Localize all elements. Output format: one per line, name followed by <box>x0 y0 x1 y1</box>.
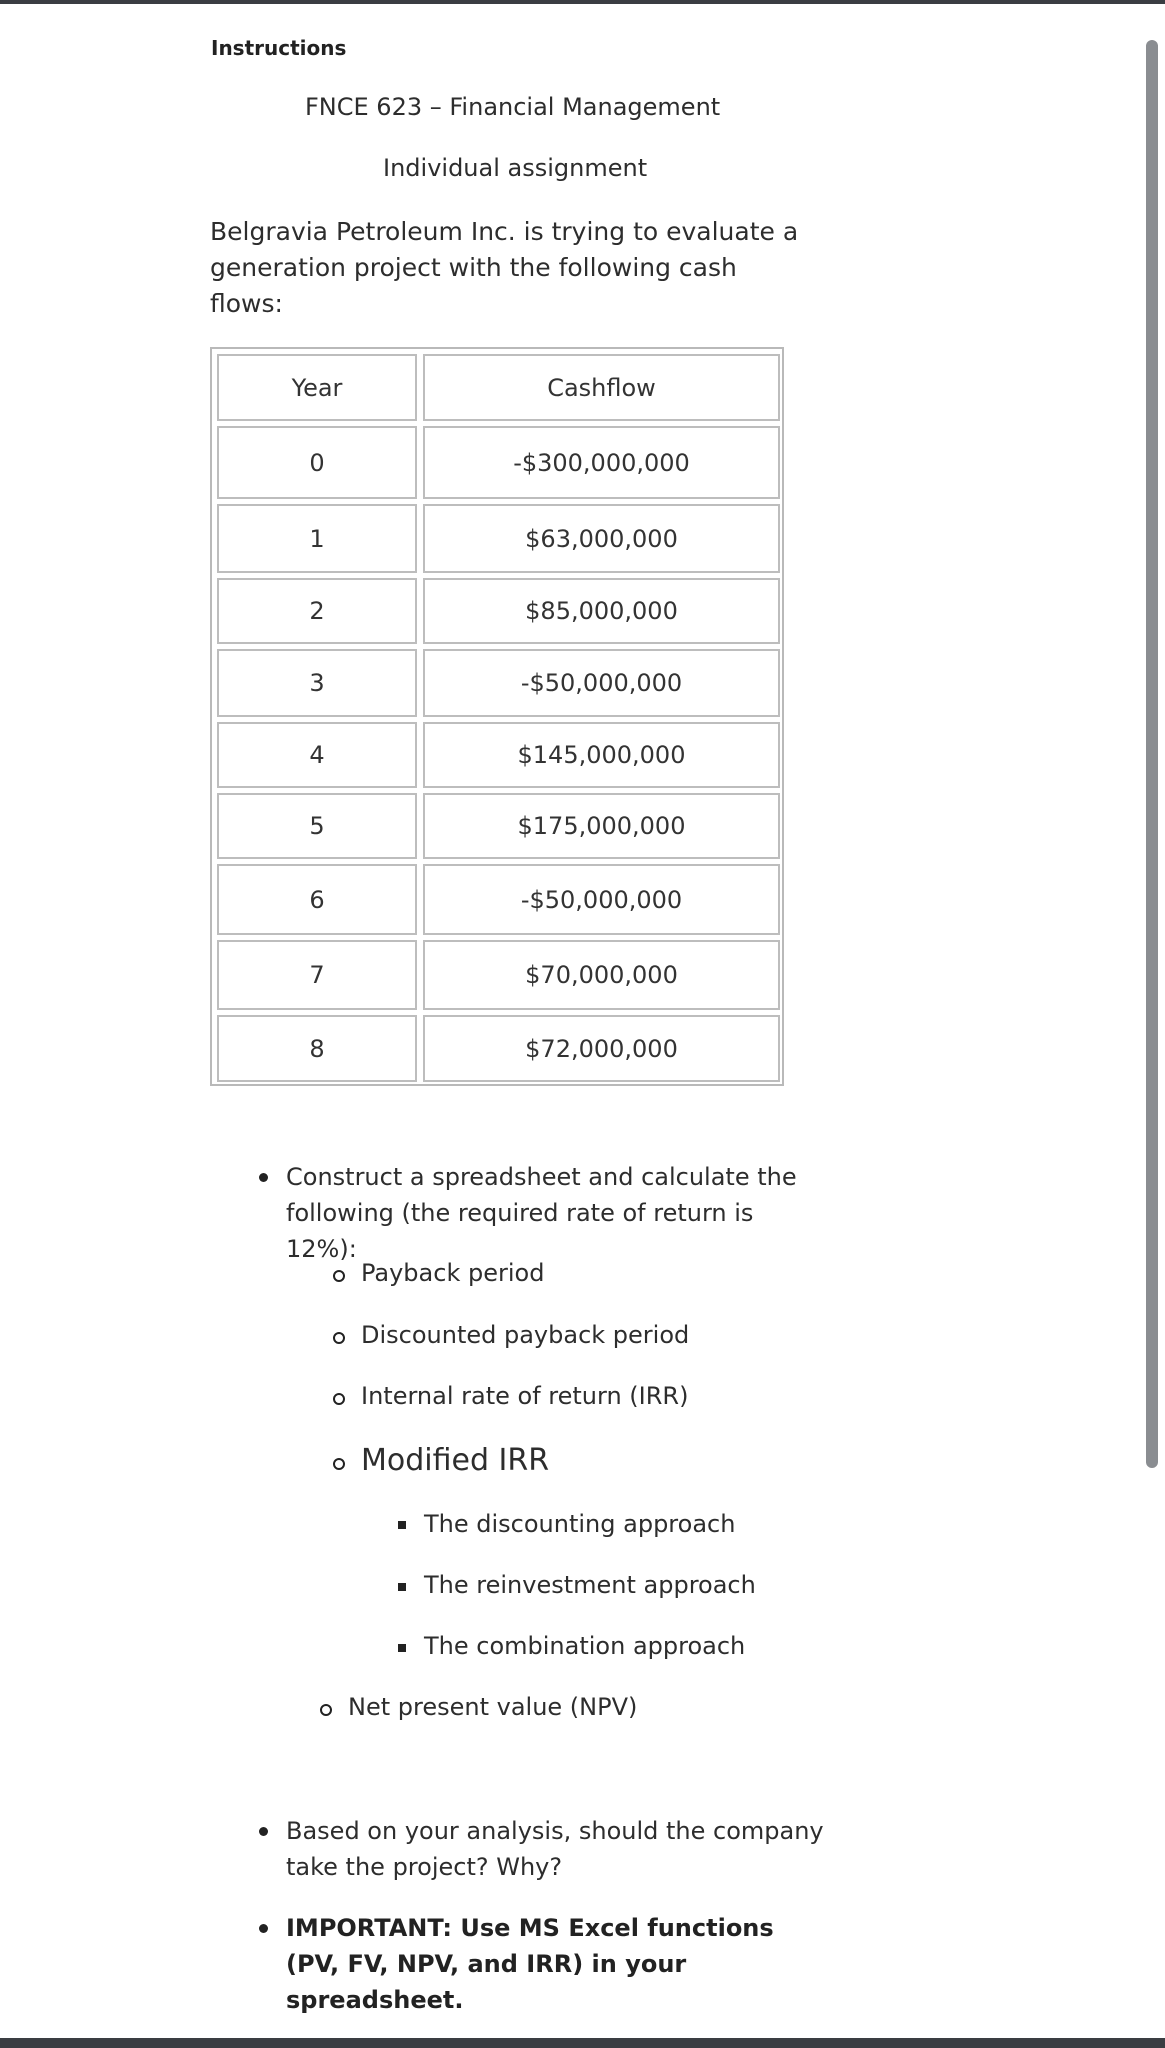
scrollbar[interactable] <box>1146 40 1158 1468</box>
circle-bullet-icon <box>333 1393 345 1405</box>
cell-cashflow-0: -$300,000,000 <box>423 426 780 499</box>
circle-bullet-icon <box>320 1704 332 1716</box>
item-irr: Internal rate of return (IRR) <box>361 1382 689 1410</box>
item-payback: Payback period <box>361 1259 545 1287</box>
item-mirr-reinvestment: The reinvestment approach <box>424 1571 756 1599</box>
item-mirr-combination: The combination approach <box>424 1632 746 1660</box>
cell-year-3: 3 <box>217 649 417 717</box>
cashflow-table <box>210 347 784 1086</box>
cell-cashflow-2: $85,000,000 <box>423 578 780 644</box>
item-mirr-discounting: The discounting approach <box>424 1510 736 1538</box>
cell-cashflow-4: $145,000,000 <box>423 722 780 788</box>
square-bullet-icon <box>398 1644 406 1652</box>
circle-bullet-icon <box>333 1458 345 1470</box>
intro-paragraph: Belgravia Petroleum Inc. is trying to evaluate a generation project with the following cash flows: <box>210 217 799 318</box>
cell-cashflow-1: $63,000,000 <box>423 504 780 573</box>
header-year: Year <box>217 354 417 421</box>
cell-year-2: 2 <box>217 578 417 644</box>
bullet-icon <box>259 1827 268 1836</box>
instructions-heading: Instructions <box>211 36 347 60</box>
item-npv: Net present value (NPV) <box>348 1693 638 1721</box>
cell-year-0: 0 <box>217 426 417 499</box>
cell-year-6: 6 <box>217 864 417 935</box>
cell-year-7: 7 <box>217 940 417 1010</box>
item-mirr: Modified IRR <box>361 1443 550 1478</box>
bottom-border <box>0 2038 1165 2048</box>
header-cashflow: Cashflow <box>423 354 780 421</box>
task-important: IMPORTANT: Use MS Excel functions (PV, FV, NPV, and IRR) in your spreadsheet. <box>286 1914 774 2014</box>
bullet-icon <box>259 1173 268 1182</box>
cell-year-4: 4 <box>217 722 417 788</box>
cell-cashflow-6: -$50,000,000 <box>423 864 780 935</box>
course-title: FNCE 623 – Financial Management <box>305 93 721 121</box>
cell-year-1: 1 <box>217 504 417 573</box>
top-border <box>0 0 1165 4</box>
cell-cashflow-5: $175,000,000 <box>423 793 780 859</box>
circle-bullet-icon <box>333 1332 345 1344</box>
item-discounted-payback: Discounted payback period <box>361 1321 690 1349</box>
assignment-subtitle: Individual assignment <box>383 154 648 182</box>
cell-cashflow-7: $70,000,000 <box>423 940 780 1010</box>
task-construct: Construct a spreadsheet and calculate the following (the required rate of return is 12%): <box>286 1163 797 1263</box>
bullet-icon <box>259 1924 268 1933</box>
cell-cashflow-3: -$50,000,000 <box>423 649 780 717</box>
cell-year-8: 8 <box>217 1015 417 1082</box>
square-bullet-icon <box>398 1521 406 1529</box>
cell-cashflow-8: $72,000,000 <box>423 1015 780 1082</box>
cell-year-5: 5 <box>217 793 417 859</box>
task-question: Based on your analysis, should the company take the project? Why? <box>286 1817 824 1881</box>
circle-bullet-icon <box>333 1270 345 1282</box>
square-bullet-icon <box>398 1583 406 1591</box>
